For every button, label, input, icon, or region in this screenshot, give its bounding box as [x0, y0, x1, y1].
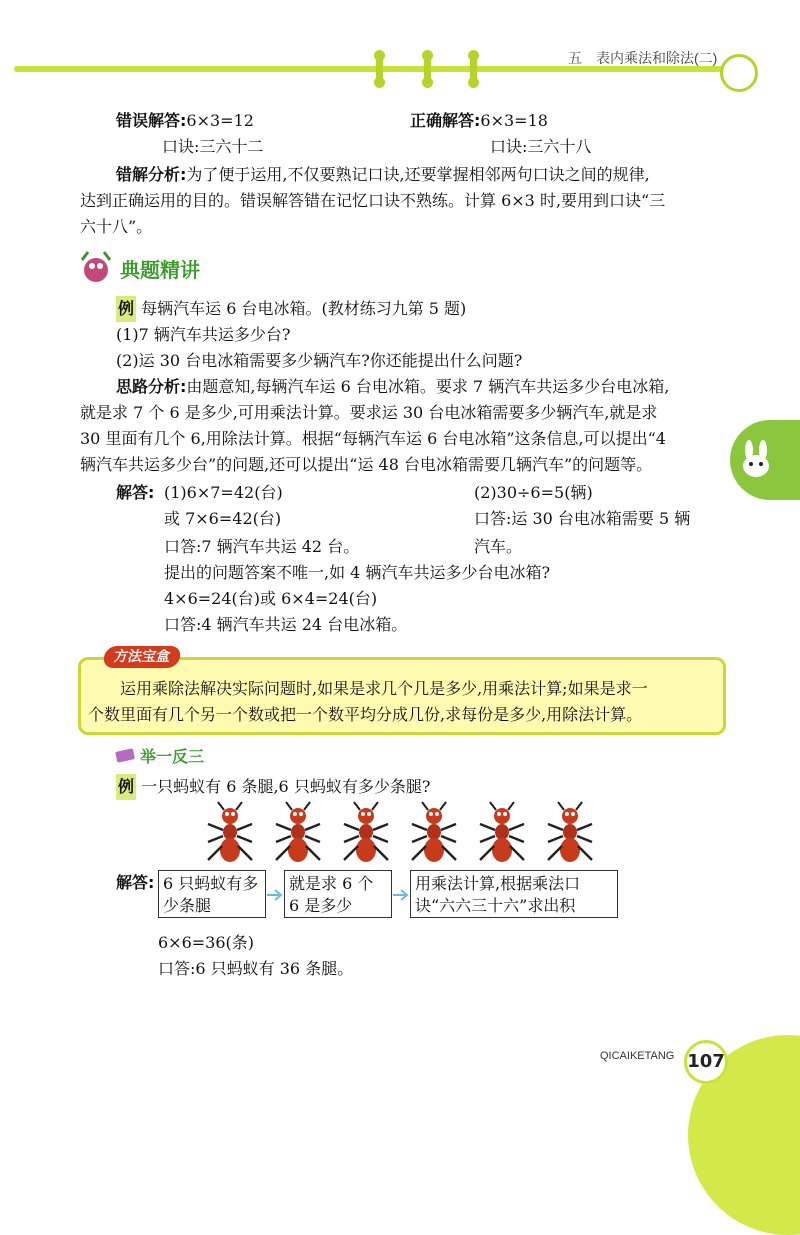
arrow-right-icon	[392, 888, 410, 902]
header-pin	[376, 54, 383, 84]
answer-2-line-1: (2)30÷6=5(辆)	[474, 483, 593, 502]
analysis-line-3: 六十八”。	[80, 217, 153, 236]
section-title-jyfs: 举一反三	[140, 747, 205, 766]
example-2-reply: 口答:6 只蚂蚁有 36 条腿。	[158, 959, 354, 978]
wrong-rhyme: 口诀:三六十二	[162, 137, 264, 156]
flow-box-1: 6 只蚂蚁有多少条腿	[158, 870, 266, 918]
ant-icon	[480, 802, 524, 862]
method-line-2: 个数里面有几个另一个数或把一个数平均分成几份,求每份是多少,用除法计算。	[88, 705, 643, 724]
example-1-q2: (2)运 30 台电冰箱需要多少辆汽车?你还能提出什么问题?	[116, 351, 523, 370]
rabbit-icon	[736, 440, 776, 480]
page-number: 107	[684, 1040, 728, 1084]
ant-icon	[548, 802, 592, 862]
example-1-question: 例 每辆汽车运 6 台电冰箱。(教材练习九第 5 题)	[116, 296, 466, 322]
extra-line-1: 提出的问题答案不唯一,如 4 辆汽车共运多少台电冰箱?	[164, 563, 551, 582]
answer-2-line-3: 汽车。	[474, 537, 523, 556]
header-pin	[424, 54, 431, 84]
extra-line-2: 4×6=24(台)或 6×4=24(台)	[164, 589, 378, 608]
header-pin	[470, 54, 477, 84]
answer-1-line-2: 或 7×6=42(台)	[164, 509, 282, 528]
analysis-line-2: 达到正确运用的目的。错误解答错在记忆口诀不熟练。计算 6×3 时,要用到口诀“三	[80, 191, 666, 210]
think-line-4: 辆汽车共运多少台”的问题,还可以提出“运 48 台电冰箱需要几辆汽车”的问题等。	[80, 455, 653, 474]
ant-icon	[208, 802, 252, 862]
example-1-q1: (1)7 辆汽车共运多少台?	[116, 325, 291, 344]
chapter-title: 五 表内乘法和除法(二)	[568, 50, 718, 66]
flow-box-2: 就是求 6 个 6 是多少	[284, 870, 392, 918]
ants-illustration	[200, 800, 600, 866]
think-line-3: 30 里面有几个 6,用除法计算。根据“每辆汽车运 6 台电冰箱”这条信息,可以提出“4	[80, 429, 666, 448]
right-rhyme: 口诀:三六十八	[490, 137, 592, 156]
brand-text: QICAIKETANG	[600, 1050, 675, 1062]
example-tag: 例	[116, 774, 136, 800]
answer-1-line-3: 口答:7 辆汽车共运 42 台。	[164, 537, 360, 556]
right-answer: 正确解答:6×3=18	[410, 111, 548, 130]
example-2-question: 例 一只蚂蚁有 6 条腿,6 只蚂蚁有多少条腿?	[116, 774, 430, 800]
example-2-eq: 6×6=36(条)	[158, 933, 255, 952]
arrow-right-icon	[266, 888, 284, 902]
eraser-icon	[114, 746, 136, 764]
answer-1-line-1: (1)6×7=42(台)	[164, 483, 283, 502]
method-tag: 方法宝盒	[102, 646, 182, 668]
analysis-line-1: 错解分析:为了便于运用,不仅要熟记口诀,还要掌握相邻两句口诀之间的规律,	[116, 165, 650, 184]
header-ornament	[720, 54, 758, 92]
example-tag: 例	[116, 296, 136, 322]
method-line-1: 运用乘除法解决实际问题时,如果是求几个几是多少,用乘法计算;如果是求一	[120, 679, 648, 698]
extra-line-3: 口答:4 辆汽车共运 24 台电冰箱。	[164, 615, 408, 634]
flow-box-3: 用乘法计算,根据乘法口诀“六六三十六”求出积	[410, 870, 618, 918]
answer-2-line-2: 口答:运 30 台电冰箱需要 5 辆	[474, 509, 691, 528]
ant-icon	[276, 802, 320, 862]
section-title-dianti: 典题精讲	[120, 258, 200, 282]
mascot-icon	[78, 250, 114, 284]
think-line-2: 就是求 7 个 6 是多少,可用乘法计算。要求运 30 台电冰箱需要多少辆汽车,就是求	[80, 403, 658, 422]
ant-icon	[412, 802, 456, 862]
answer-label-2: 解答:	[116, 873, 155, 892]
think-line-1: 思路分析:由题意知,每辆汽车运 6 台电冰箱。要求 7 辆汽车共运多少台电冰箱,	[116, 377, 670, 396]
wrong-answer: 错误解答:6×3=12	[116, 111, 254, 130]
answer-label: 解答:	[116, 483, 155, 502]
ant-icon	[344, 802, 388, 862]
